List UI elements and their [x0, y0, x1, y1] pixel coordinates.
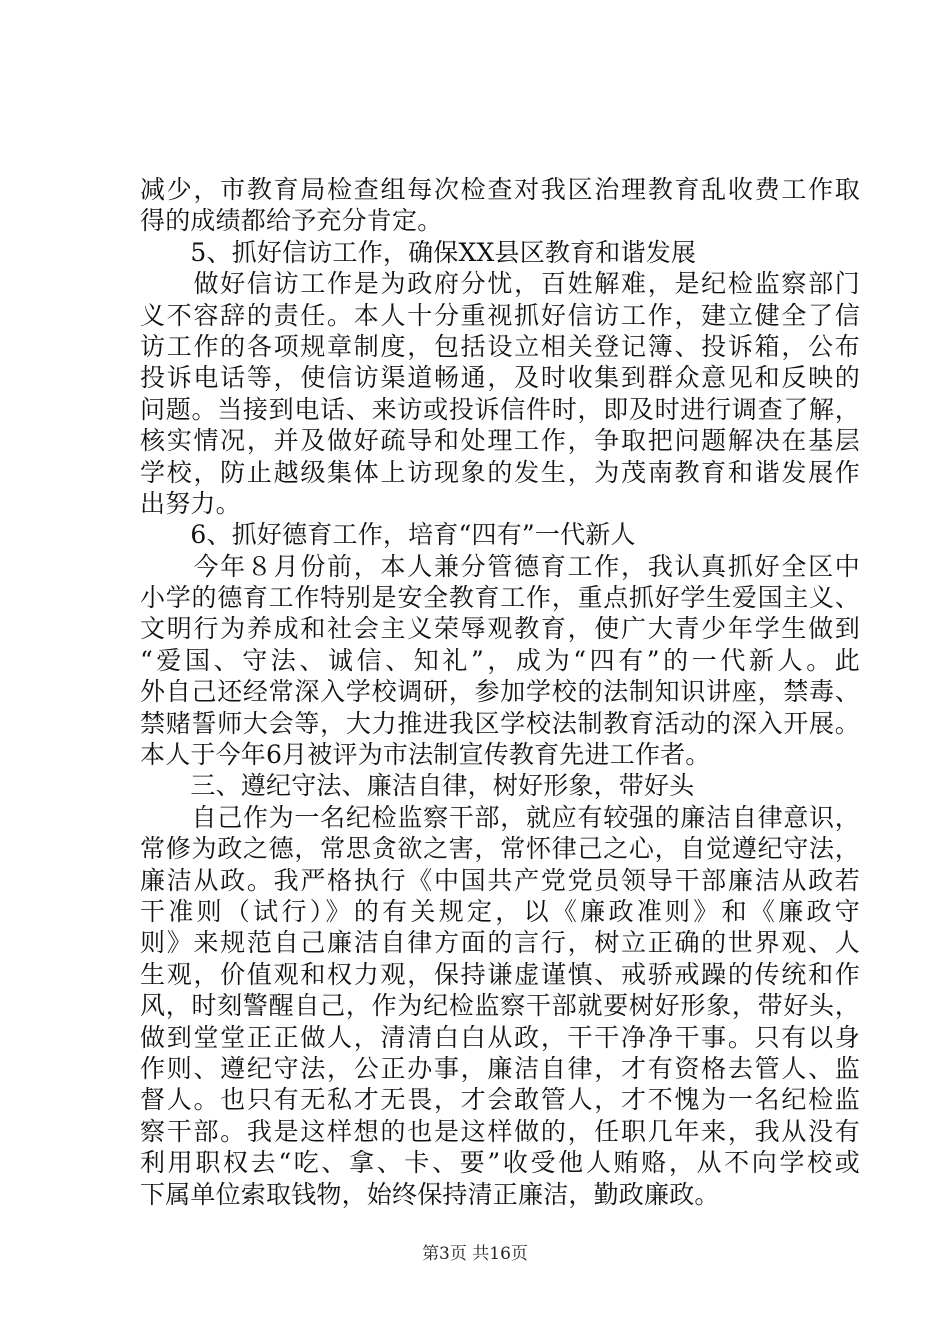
text-line: 生观，价值观和权力观，保持谦虚谨慎、戒骄戒躁的传统和作: [140, 959, 860, 989]
text-line: 小学的德育工作特别是安全教育工作，重点抓好学生爱国主义、: [140, 583, 860, 613]
text-line: 禁赌誓师大会等，大力推进我区学校法制教育活动的深入开展。: [140, 708, 860, 738]
text-line: 作则、遵纪守法，公正办事，廉洁自律，才有资格去管人、监: [140, 1053, 860, 1083]
text-line: 投诉电话等，使信访渠道畅通，及时收集到群众意见和反映的: [140, 363, 860, 393]
text-line: 问题。当接到电话、来访或投诉信件时，即及时进行调查了解，: [140, 394, 860, 424]
text-line: 出努力。: [140, 488, 241, 518]
text-line: 减少，市教育局检查组每次检查对我区治理教育乱收费工作取: [140, 175, 860, 204]
page-number-label: 第3页 共16页: [422, 1244, 528, 1264]
text-line: 干准则（试行）》的有关规定，以《廉政准则》和《廉政守: [140, 896, 860, 926]
document-body: [140, 174, 860, 1210]
text-line: 义不容辞的责任。本人十分重视抓好信访工作，建立健全了信: [140, 300, 860, 330]
text-line: 察干部。我是这样想的也是这样做的，任职几年来，我从没有: [140, 1116, 860, 1146]
text-line: 外自己还经常深入学校调研，参加学校的法制知识讲座，禁毒、: [140, 677, 860, 707]
text-line: 督人。也只有无私才无畏，才会敢管人，才不愧为一名纪检监: [140, 1085, 860, 1115]
text-line: 文明行为养成和社会主义荣辱观教育，使广大青少年学生做到: [140, 614, 860, 644]
text-line: “爱国、守法、诚信、知礼”，成为“四有”的一代新人。此: [140, 645, 860, 675]
text-line: 常修为政之德，常思贪欲之害，常怀律己之心，自觉遵纪守法，: [140, 834, 860, 864]
page-footer: [0, 1243, 950, 1265]
text-line: 自己作为一名纪检监察干部，就应有较强的廉洁自律意识，: [140, 802, 860, 832]
text-line: 利用职权去“吃、拿、卡、要”收受他人贿赂，从不向学校或: [140, 1148, 860, 1178]
text-line: 廉洁从政。我严格执行《中国共产党党员领导干部廉洁从政若: [140, 865, 860, 895]
text-line: 做到堂堂正正做人，清清白白从政，干干净净干事。只有以身: [140, 1022, 860, 1052]
text-line: 本人于今年6月被评为市法制宣传教育先进工作者。: [140, 740, 711, 770]
section-heading: 6、抓好德育工作，培育“四有”一代新人: [140, 520, 636, 550]
text-line: 今年８月份前，本人兼分管德育工作，我认真抓好全区中: [140, 551, 860, 581]
section-heading: 三、遵纪守法、廉洁自律，树好形象，带好头: [140, 771, 695, 801]
text-line: 则》来规范自己廉洁自律方面的言行，树立正确的世界观、人: [140, 928, 860, 958]
text-line: 核实情况，并及做好疏导和处理工作，争取把问题解决在基层: [140, 426, 860, 456]
text-line: 做好信访工作是为政府分忧，百姓解难，是纪检监察部门: [140, 269, 860, 299]
text-line: 风，时刻警醒自己，作为纪检监察干部就要树好形象，带好头，: [140, 991, 860, 1021]
section-heading: 5、抓好信访工作，确保XX县区教育和谐发展: [140, 237, 697, 267]
text-line: 学校，防止越级集体上访现象的发生，为茂南教育和谐发展作: [140, 457, 860, 487]
text-line: 得的成绩都给予充分肯定。: [140, 206, 443, 236]
text-line: 下属单位索取钱物，始终保持清正廉洁，勤政廉政。: [140, 1179, 720, 1209]
text-line: 访工作的各项规章制度，包括设立相关登记簿、投诉箱，公布: [140, 331, 860, 361]
